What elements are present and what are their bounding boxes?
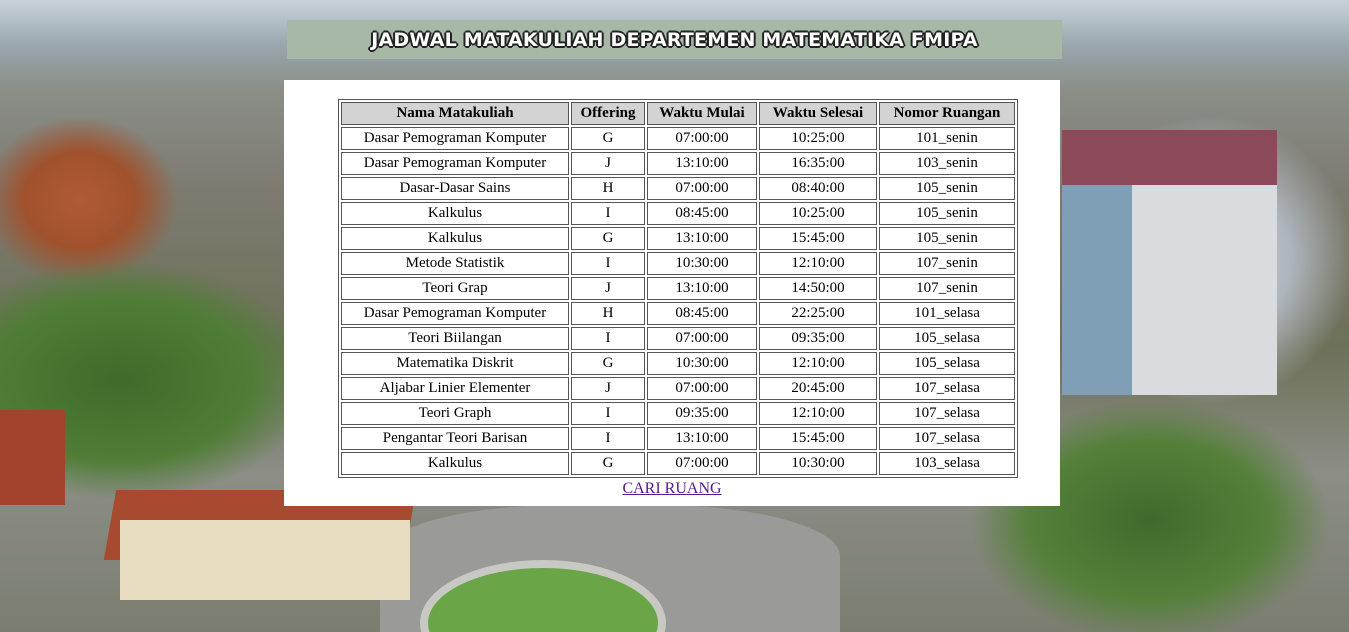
cell-nomor-ruangan: 103_senin <box>879 152 1015 175</box>
cell-waktu-selesai: 09:35:00 <box>759 327 877 350</box>
cell-waktu-selesai: 10:25:00 <box>759 202 877 225</box>
cell-nama-matakuliah: Matematika Diskrit <box>341 352 569 375</box>
cell-nomor-ruangan: 107_selasa <box>879 377 1015 400</box>
cell-waktu-mulai: 09:35:00 <box>647 402 757 425</box>
background-roof <box>0 410 65 505</box>
table-row <box>341 352 1015 375</box>
cell-nomor-ruangan: 101_selasa <box>879 302 1015 325</box>
cell-waktu-mulai: 07:00:00 <box>647 327 757 350</box>
table-row <box>341 327 1015 350</box>
table-row <box>341 402 1015 425</box>
background-building <box>120 520 410 600</box>
cell-nomor-ruangan: 107_selasa <box>879 402 1015 425</box>
cell-waktu-mulai: 07:00:00 <box>647 452 757 475</box>
cell-waktu-mulai: 13:10:00 <box>647 152 757 175</box>
header-nomor-ruangan: Nomor Ruangan <box>879 102 1015 125</box>
cell-offering: I <box>571 327 645 350</box>
cell-waktu-selesai: 10:30:00 <box>759 452 877 475</box>
table-header-row <box>341 102 1015 125</box>
table-row <box>341 202 1015 225</box>
cell-nomor-ruangan: 101_senin <box>879 127 1015 150</box>
cell-nama-matakuliah: Metode Statistik <box>341 252 569 275</box>
cell-nama-matakuliah: Dasar Pemograman Komputer <box>341 127 569 150</box>
cell-nama-matakuliah: Teori Graph <box>341 402 569 425</box>
cell-nama-matakuliah: Dasar Pemograman Komputer <box>341 302 569 325</box>
table-row <box>341 377 1015 400</box>
cell-nomor-ruangan: 105_senin <box>879 202 1015 225</box>
cell-waktu-selesai: 08:40:00 <box>759 177 877 200</box>
cell-waktu-selesai: 10:25:00 <box>759 127 877 150</box>
cell-nama-matakuliah: Pengantar Teori Barisan <box>341 427 569 450</box>
cell-offering: I <box>571 202 645 225</box>
cell-offering: G <box>571 227 645 250</box>
cell-nama-matakuliah: Kalkulus <box>341 202 569 225</box>
cell-waktu-mulai: 13:10:00 <box>647 427 757 450</box>
cell-nama-matakuliah: Dasar Pemograman Komputer <box>341 152 569 175</box>
cell-waktu-selesai: 22:25:00 <box>759 302 877 325</box>
schedule-body <box>341 127 1015 475</box>
table-row <box>341 227 1015 250</box>
cell-offering: J <box>571 152 645 175</box>
cell-offering: G <box>571 127 645 150</box>
cell-nama-matakuliah: Kalkulus <box>341 227 569 250</box>
table-row <box>341 177 1015 200</box>
cell-nomor-ruangan: 105_senin <box>879 177 1015 200</box>
header-nama-matakuliah: Nama Matakuliah <box>341 102 569 125</box>
cell-nomor-ruangan: 105_selasa <box>879 327 1015 350</box>
cell-nomor-ruangan: 103_selasa <box>879 452 1015 475</box>
schedule-table <box>338 99 1018 478</box>
cell-offering: G <box>571 352 645 375</box>
cell-waktu-selesai: 15:45:00 <box>759 427 877 450</box>
cell-nomor-ruangan: 107_senin <box>879 252 1015 275</box>
cell-offering: I <box>571 427 645 450</box>
cell-nama-matakuliah: Kalkulus <box>341 452 569 475</box>
cell-waktu-mulai: 13:10:00 <box>647 227 757 250</box>
cell-offering: J <box>571 277 645 300</box>
table-row <box>341 277 1015 300</box>
table-row <box>341 152 1015 175</box>
cell-nomor-ruangan: 105_selasa <box>879 352 1015 375</box>
table-row <box>341 427 1015 450</box>
cell-waktu-selesai: 12:10:00 <box>759 352 877 375</box>
table-row <box>341 127 1015 150</box>
cell-offering: H <box>571 302 645 325</box>
cell-nama-matakuliah: Teori Biilangan <box>341 327 569 350</box>
content-panel <box>284 80 1060 506</box>
cari-ruang-link[interactable]: CARI RUANG <box>622 480 722 497</box>
cell-offering: I <box>571 402 645 425</box>
cell-offering: I <box>571 252 645 275</box>
cell-waktu-mulai: 08:45:00 <box>647 302 757 325</box>
cell-waktu-mulai: 07:00:00 <box>647 377 757 400</box>
table-row <box>341 452 1015 475</box>
cell-nomor-ruangan: 107_selasa <box>879 427 1015 450</box>
cell-nomor-ruangan: 105_senin <box>879 227 1015 250</box>
cell-nama-matakuliah: Aljabar Linier Elementer <box>341 377 569 400</box>
cell-offering: J <box>571 377 645 400</box>
cell-waktu-selesai: 15:45:00 <box>759 227 877 250</box>
header-waktu-mulai: Waktu Mulai <box>647 102 757 125</box>
cari-ruang-container <box>284 480 1060 498</box>
header-waktu-selesai: Waktu Selesai <box>759 102 877 125</box>
cell-nomor-ruangan: 107_senin <box>879 277 1015 300</box>
background-tower-roof <box>1062 130 1277 185</box>
cell-waktu-selesai: 12:10:00 <box>759 402 877 425</box>
cell-waktu-selesai: 20:45:00 <box>759 377 877 400</box>
cell-offering: H <box>571 177 645 200</box>
page-title: JADWAL MATAKULIAH DEPARTEMEN MATEMATIKA FMIPA <box>371 28 978 51</box>
cell-waktu-mulai: 07:00:00 <box>647 127 757 150</box>
cell-nama-matakuliah: Teori Grap <box>341 277 569 300</box>
cell-waktu-mulai: 13:10:00 <box>647 277 757 300</box>
cell-waktu-selesai: 14:50:00 <box>759 277 877 300</box>
cell-waktu-mulai: 10:30:00 <box>647 352 757 375</box>
cell-waktu-mulai: 07:00:00 <box>647 177 757 200</box>
cell-waktu-mulai: 10:30:00 <box>647 252 757 275</box>
table-row <box>341 252 1015 275</box>
table-row <box>341 302 1015 325</box>
cell-nama-matakuliah: Dasar-Dasar Sains <box>341 177 569 200</box>
title-banner <box>287 20 1062 59</box>
cell-waktu-selesai: 16:35:00 <box>759 152 877 175</box>
cell-waktu-selesai: 12:10:00 <box>759 252 877 275</box>
cell-offering: G <box>571 452 645 475</box>
cell-waktu-mulai: 08:45:00 <box>647 202 757 225</box>
header-offering: Offering <box>571 102 645 125</box>
